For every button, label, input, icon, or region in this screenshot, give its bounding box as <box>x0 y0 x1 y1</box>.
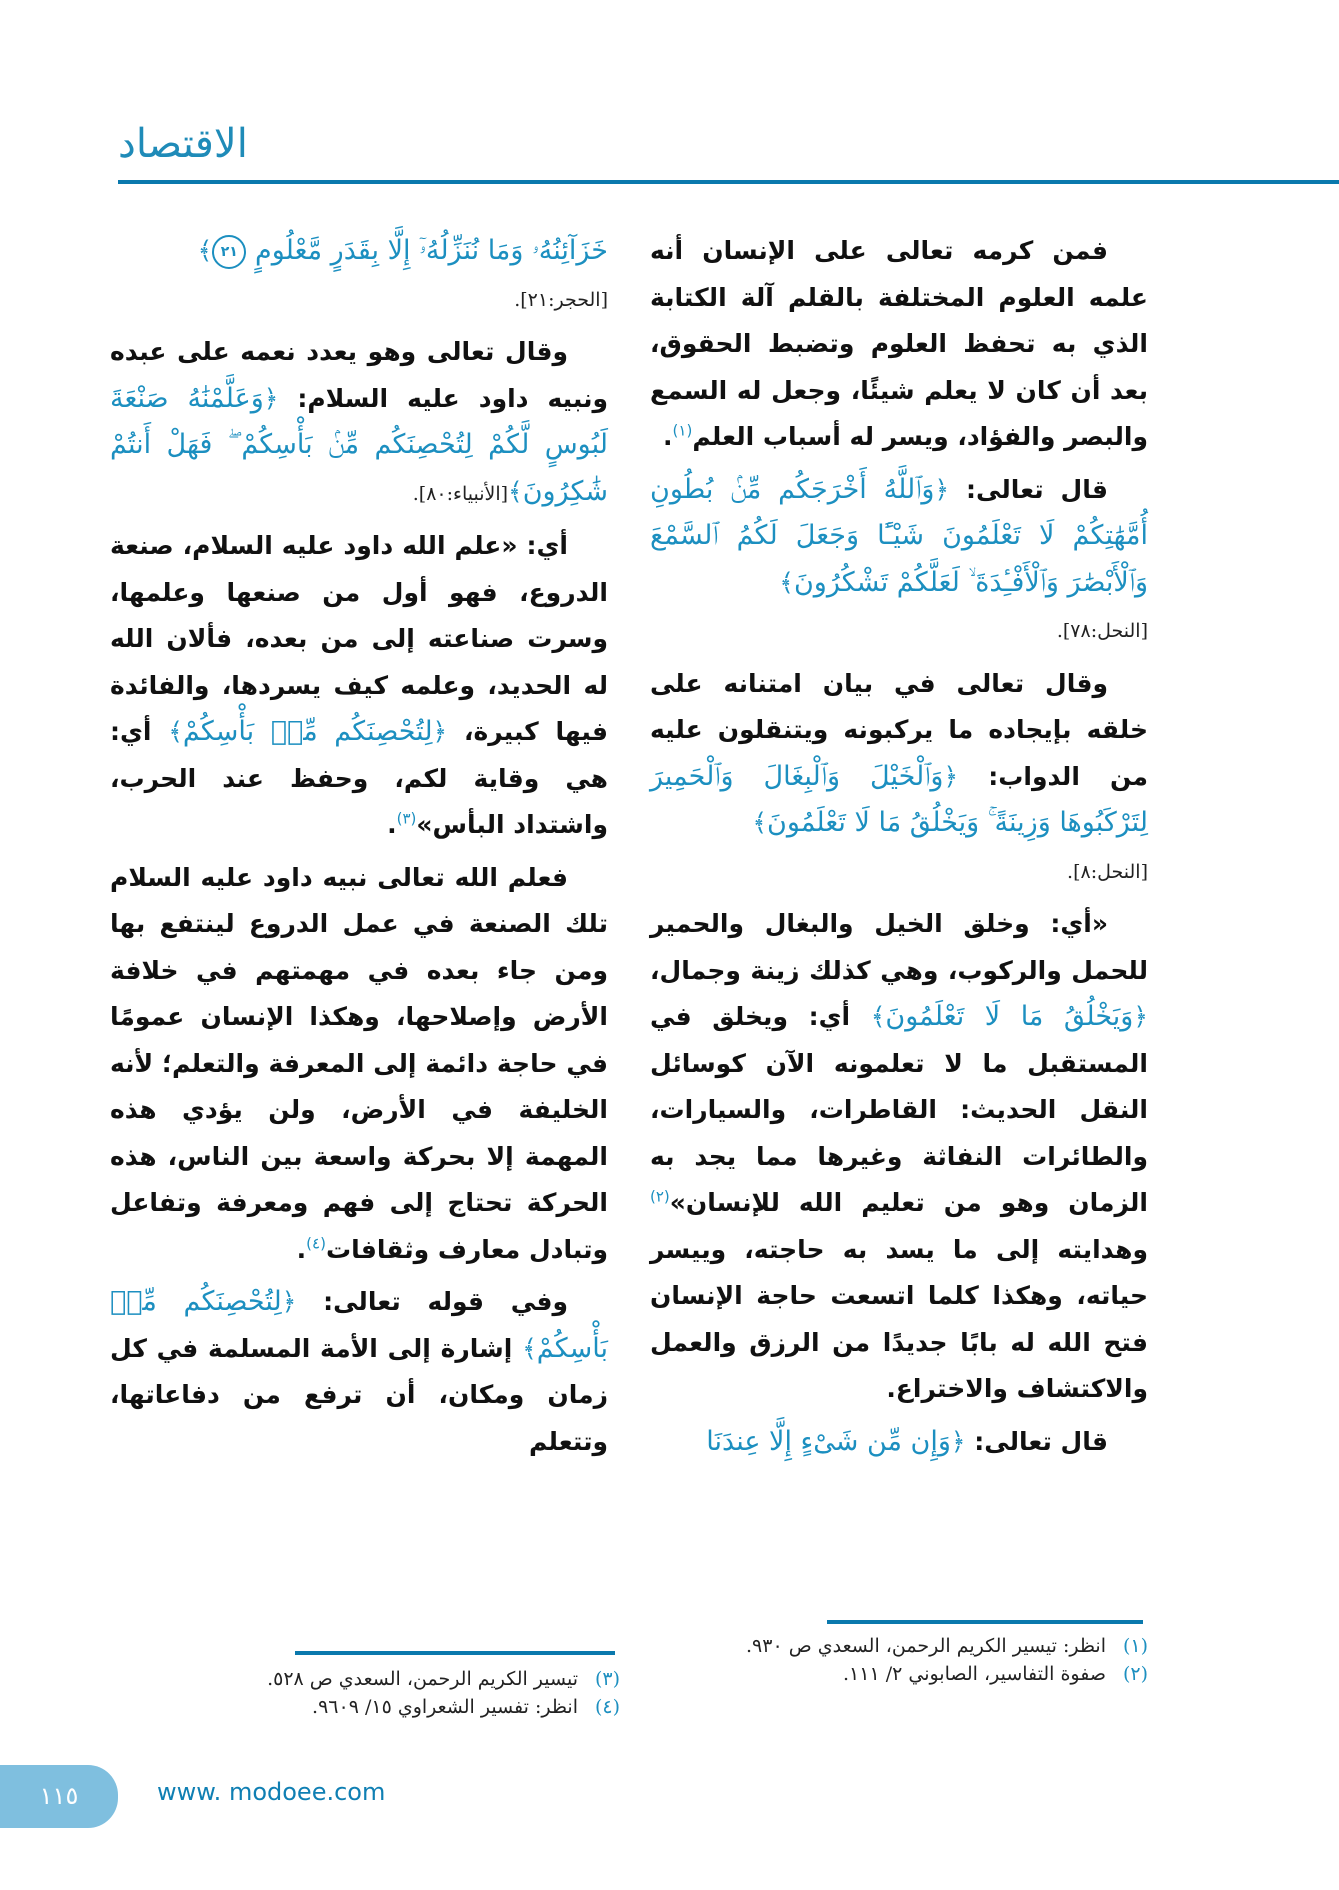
paragraph <box>650 467 1148 655</box>
paragraph-text: أي: هي وقاية لكم، وحفظ عند الحرب، واشتداد البأس» <box>110 717 608 839</box>
paragraph-text: أي: ويخلق في المستقبل ما لا تعلمونه الآن كوسائل النقل الحديث: القاطرات، والسيارات، والطائرات النفاثة وغيرها مما يجد به الزمان وهو من تعليم الله للإنسان» <box>650 1002 1148 1217</box>
paragraph-text: فعلم الله تعالى نبيه داود عليه السلام تلك الصنعة في عمل الدروع لينتفع بها ومن جاء بعده في مهمتهم في خلافة الأرض وإصلاحها، وهكذا الإنسان عمومًا في حاجة دائمة إلى المعرفة والتعلم؛ لأنه الخليفة في الأرض، ولن يؤدي هذه المهمة إلا بحركة واسعة بين الناس، هذه الحركة تحتاج إلى فهم ومعرفة وتفاعل وتبادل معارف وثقافات <box>110 862 608 1264</box>
ornate-bracket-open-icon: ﴿ <box>263 383 279 413</box>
ornate-bracket-open-icon: ﴿ <box>1133 1002 1148 1031</box>
ornate-bracket-close-icon: ﴾ <box>522 1333 537 1363</box>
footnote <box>110 1665 620 1693</box>
paragraph-text: . <box>296 1234 307 1264</box>
footnote-number: (٣) <box>594 1668 620 1690</box>
quran-verse: وَٱلْخَيْلَ وَٱلْبِغَالَ وَٱلْحَمِيرَ لِتَرْكَبُوهَا وَزِينَةً ۚ وَيَخْلُقُ مَا لَا تَعْلَمُونَ <box>650 760 1148 838</box>
paragraph-text: وقال تعالى وهو يعدد نعمه على عبده ونبيه داود عليه السلام: <box>110 337 608 413</box>
quran-verse: وَعَلَّمْنَٰهُ صَنْعَةَ لَبُوسٍ لَّكُمْ لِتُحْصِنَكُم مِّنۢ بَأْسِكُمْ ۖ فَهَلْ أَنتُمْ شَٰكِرُونَ <box>110 382 608 507</box>
ornate-bracket-close-icon: ﴾ <box>870 1002 886 1031</box>
ayah-number-icon: ٢١ <box>212 235 246 269</box>
ornate-bracket-close-icon: ﴾ <box>168 717 183 746</box>
footnote <box>650 1660 1148 1688</box>
footnote-ref[interactable]: (٣) <box>396 809 417 828</box>
quran-verse: وَٱللَّهُ أَخْرَجَكُم مِّنۢ بُطُونِ أُمَّهَٰتِكُمْ لَا تَعْلَمُونَ شَيْـًٔا وَجَعَلَ لَكُمُ ٱلسَّمْعَ وَٱلْأَبْصَٰرَ وَٱلْأَفْـِٔدَةَ ۙ لَعَلَّكُمْ تَشْكُرُونَ <box>650 473 1148 598</box>
page-title: الاقتصاد <box>118 121 248 167</box>
paragraph <box>110 329 608 517</box>
paragraph <box>110 1279 608 1465</box>
paragraph-text: قال تعالى: <box>966 474 1108 504</box>
footnote-ref[interactable]: (٤) <box>306 1234 326 1253</box>
paragraph <box>650 661 1148 896</box>
paragraph-text: . <box>387 810 397 839</box>
footnotes-right <box>650 1632 1148 1688</box>
header-rule <box>118 180 1339 184</box>
footnote-text: تيسير الكريم الرحمن، السعدي ص ٥٢٨. <box>267 1668 578 1690</box>
footnote-text: صفوة التفاسير، الصابوني ٢/ ١١١. <box>842 1663 1106 1685</box>
verse-reference: [النحل:٨]. <box>1067 860 1148 883</box>
verse-reference: [النحل:٧٨]. <box>1056 620 1148 642</box>
paragraph-text: وقال تعالى في بيان امتنانه على خلقه بإيجاده ما يركبونه ويتنقلون عليه من الدواب: <box>650 668 1148 791</box>
ornate-bracket-open-icon: ﴿ <box>281 1287 297 1316</box>
right-column <box>650 228 1148 1471</box>
paragraph-text: إشارة إلى الأمة المسلمة في كل زمان ومكان، أن ترفع من دفاعاتها، وتتعلم <box>110 1333 608 1456</box>
page-number-badge: ١١٥ <box>0 1765 118 1828</box>
paragraph-text: قال تعالى: <box>974 1426 1108 1456</box>
quran-verse: لِتُحْصِنَكُم مِّنۢ بَأْسِكُمْ <box>110 1286 608 1364</box>
ornate-bracket-open-icon: ﴿ <box>950 1426 966 1456</box>
footnote-divider <box>827 1620 1143 1624</box>
paragraph <box>110 855 608 1274</box>
footnote-text: انظر: تفسير الشعراوي ١٥/ ٩٦٠٩. <box>312 1696 578 1718</box>
footnote-number: (٤) <box>594 1696 620 1718</box>
verse-reference: [الحجر:٢١]. <box>514 288 608 311</box>
ornate-bracket-open-icon: ﴿ <box>432 717 448 746</box>
verse-reference: [الأنبياء:٨٠]. <box>412 482 509 505</box>
footnote-number: (٢) <box>1122 1663 1148 1685</box>
paragraph-text: فمن كرمه تعالى على الإنسان أنه علمه العلوم المختلفة بالقلم آلة الكتابة الذي به تحفظ العلوم وتضبط الحقوق، بعد أن كان لا يعلم شيئًا، وجعل له السمع والبصر والفؤاد، ويسر له أسباب العلم <box>650 236 1148 451</box>
paragraph <box>110 228 608 323</box>
ornate-bracket-open-icon: ﴿ <box>943 761 959 791</box>
footnote-ref[interactable]: (٢) <box>650 1187 670 1206</box>
ornate-bracket-close-icon: ﴾ <box>779 567 794 597</box>
paragraph <box>650 1419 1148 1466</box>
footnote-text: انظر: تيسير الكريم الرحمن، السعدي ص ٩٣٠. <box>746 1635 1106 1657</box>
paragraph <box>110 523 608 849</box>
quran-verse: وَإِن مِّن شَىْءٍ إِلَّا عِندَنَا <box>706 1425 951 1457</box>
paragraph-text: أي: «علم الله داود عليه السلام، صنعة الدروع، فهو أول من صنعها وعلمها، وسرت صناعته إلى من بعده، فألان الله له الحديد، وعلمه كيف يسردها، والفائدة فيها كبيرة، <box>110 531 608 746</box>
paragraph-text: وفي قوله تعالى: <box>323 1287 568 1316</box>
footnote <box>650 1632 1148 1660</box>
quran-verse: خَزَآئِنُهُۥ وَمَا نُنَزِّلُهُۥٓ إِلَّا بِقَدَرٍ مَّعْلُومٍ <box>254 235 608 266</box>
quran-verse: وَيَخْلُقُ مَا لَا تَعْلَمُونَ <box>885 1001 1134 1032</box>
paragraph-text: «أي: وخلق الخيل والبغال والحمير للحمل والركوب، وهي كذلك زينة وجمال، <box>650 909 1148 985</box>
website-link[interactable]: www. modoee.com <box>157 1778 386 1806</box>
ornate-bracket-close-icon: ﴾ <box>197 236 213 265</box>
ornate-bracket-close-icon: ﴾ <box>508 476 523 506</box>
ornate-bracket-close-icon: ﴾ <box>752 808 768 837</box>
footnote-number: (١) <box>1122 1635 1148 1657</box>
ornate-bracket-open-icon: ﴿ <box>934 474 950 504</box>
paragraph <box>650 901 1148 1413</box>
footnote-ref[interactable]: (١) <box>672 421 693 440</box>
footnotes-left <box>110 1665 620 1721</box>
quran-verse: لِتُحْصِنَكُم مِّنۢ بَأْسِكُمْ <box>182 716 433 747</box>
footnote-divider <box>295 1651 615 1655</box>
paragraph-text: . <box>663 422 673 451</box>
left-column <box>110 228 608 1471</box>
paragraph-text: وهدايته إلى ما يسد به حاجته، وييسر حياته، وهكذا كلما اتسعت حاجة الإنسان فتح الله له بابًا جديدًا من الرزق والعمل والاكتشاف والاختراع. <box>650 1234 1148 1403</box>
paragraph <box>650 228 1148 461</box>
footnote <box>110 1693 620 1721</box>
